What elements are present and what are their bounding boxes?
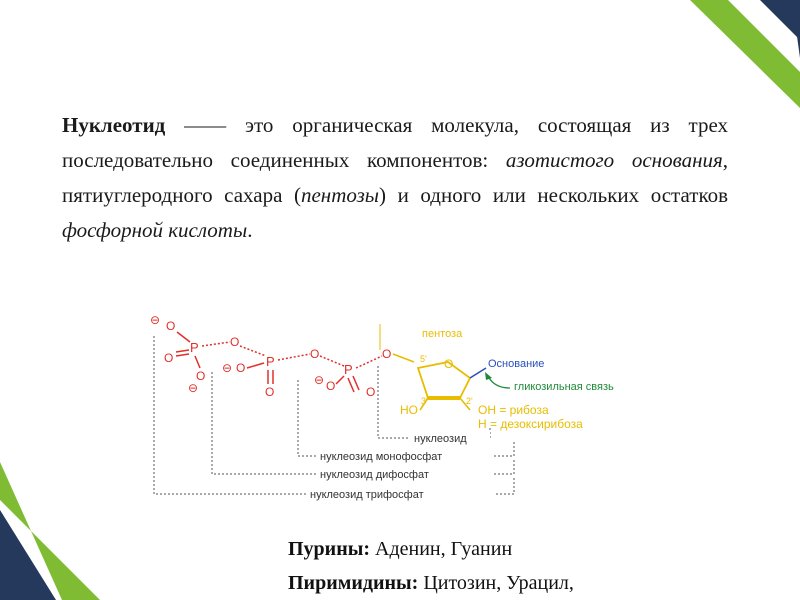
phosphate-group-2 bbox=[222, 346, 319, 399]
neg-charge-1: ⊖ bbox=[150, 313, 161, 327]
phosphate-group-1 bbox=[150, 313, 239, 395]
bond-2b bbox=[247, 363, 264, 368]
definition-end: . bbox=[247, 218, 253, 242]
pentose-label: пентоза bbox=[422, 328, 463, 340]
pyrimidines-line bbox=[288, 566, 574, 600]
phosphate-group-3 bbox=[314, 347, 391, 399]
oxygen-2c: O bbox=[310, 347, 320, 361]
glycosidic-label: гликозильная связь bbox=[514, 381, 614, 393]
oxygen-3c: O bbox=[382, 347, 392, 361]
glycosidic-arrowhead-icon bbox=[485, 372, 492, 380]
bracket-label-monophosphate: нуклеозид монофосфат bbox=[320, 451, 443, 463]
purines-label: Пурины: bbox=[288, 538, 371, 560]
pos-5-label: 5' bbox=[420, 354, 427, 364]
double-bond-1b bbox=[176, 354, 189, 356]
pentose-sugar bbox=[380, 324, 583, 431]
neg-charge-3: ⊖ bbox=[314, 373, 325, 387]
bracket-label-diphosphate: нуклеозид дифосфат bbox=[320, 469, 429, 481]
purines-line bbox=[288, 532, 574, 566]
base-bond bbox=[470, 368, 486, 378]
oxygen-1d: O bbox=[230, 335, 240, 349]
bracket-label-nucleoside: нуклеозид bbox=[414, 433, 467, 445]
oxygen-1a: O bbox=[166, 319, 176, 333]
base-annotation bbox=[470, 358, 614, 393]
definition-text-3: ) и одного или нескольких остатков bbox=[379, 183, 729, 207]
neg-charge-1c: ⊖ bbox=[188, 381, 199, 395]
bond-2a bbox=[240, 346, 266, 356]
definition-phosphoric-acid: фосфорной кислоты bbox=[62, 218, 248, 242]
neg-charge-2: ⊖ bbox=[222, 361, 233, 375]
bond-1a bbox=[177, 332, 190, 342]
base-label: Основание bbox=[488, 358, 545, 370]
pyrimidines-label: Пиримидины: bbox=[288, 572, 419, 594]
double-bond-1a bbox=[176, 350, 189, 352]
oxygen-3a: O bbox=[326, 379, 336, 393]
bond-1c bbox=[195, 356, 200, 368]
nitrogen-bases bbox=[288, 532, 574, 600]
bond-2c bbox=[278, 354, 310, 360]
definition-base: азотистого основания bbox=[505, 148, 723, 172]
deoxyribose-label: H = дезоксирибоза bbox=[478, 417, 583, 431]
oxygen-2b: O bbox=[265, 385, 275, 399]
bracket-label-triphosphate: нуклеозид трифосфат bbox=[310, 489, 424, 501]
ho-label: HO bbox=[400, 403, 418, 417]
pyrimidines-value: Цитозин, Урацил, bbox=[418, 572, 574, 594]
definition-text-2: , пятиуглеродного сахара ( bbox=[62, 148, 728, 207]
c5-bond bbox=[393, 354, 414, 362]
definition-pentose: пентозы bbox=[300, 183, 380, 207]
pos-3-label: 3' bbox=[421, 396, 428, 406]
oxygen-2a: O bbox=[236, 361, 246, 375]
ring-oxygen: O bbox=[444, 357, 454, 371]
phosphorus-2: P bbox=[266, 354, 275, 369]
pos-2-label: 2' bbox=[466, 396, 473, 406]
oxygen-3b: O bbox=[366, 385, 376, 399]
bond-1d bbox=[202, 342, 230, 346]
oxygen-1b: O bbox=[164, 351, 174, 365]
double-bond-3a bbox=[348, 378, 354, 392]
purines-value: Аденин, Гуанин bbox=[370, 538, 513, 560]
bond-3b bbox=[336, 376, 344, 384]
definition-dash: —— bbox=[165, 113, 246, 137]
definition-text-1: это органическая молекула, состоящая из трех последовательно соединенных компонентов: bbox=[62, 113, 729, 172]
double-bond-3b bbox=[353, 376, 359, 390]
phosphorus-1: P bbox=[190, 340, 199, 355]
definition-term: Нуклеотид bbox=[62, 113, 166, 137]
bond-3a bbox=[320, 356, 344, 366]
ribose-label: OH = рибоза bbox=[478, 403, 549, 417]
oxygen-1c: O bbox=[196, 369, 206, 383]
phosphorus-3: P bbox=[344, 362, 353, 377]
